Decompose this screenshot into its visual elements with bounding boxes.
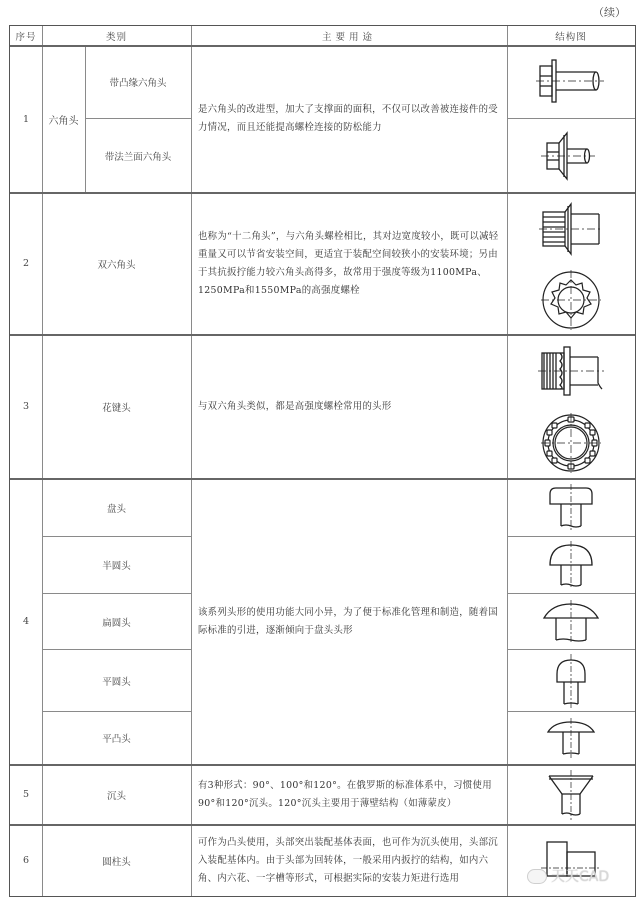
row-subcategory: 平凸头	[102, 734, 131, 745]
flanged-hex-head-bolt-icon	[507, 46, 635, 118]
watermark-text: 天天CAD	[551, 869, 610, 885]
row-subcategory: 半圆头	[102, 561, 131, 572]
header-category: 类别	[105, 31, 127, 43]
header-diagram: 结构图	[555, 31, 587, 43]
button-round-head-icon	[507, 650, 635, 711]
row-usage: 是六角头的改进型，加大了支撑面的面积，不仅可以改善被连接件的受力情况，而且还能提高螺栓连接的防松能力	[198, 104, 498, 133]
row-usage: 与双六角头类似，都是高强度螺栓常用的头形	[198, 400, 392, 412]
pan-head-icon	[507, 479, 635, 536]
row-subcategory: 平圆头	[102, 676, 131, 688]
row-subcategory: 带法兰面六角头	[104, 151, 172, 163]
continued-label: （续）	[593, 6, 626, 19]
row-usage: 也称为“十二角头”，与六角头螺栓相比，其对边宽度较小，既可以减轻重量又可以节省安装空间，更适宜于装配空间较狭小的安装环境；另由于其抗扳拧能力较六角头高得多，故常用于强度等级为1100MPa、1250MPa和1550MPa的高强度螺栓	[198, 230, 499, 296]
row-category: 沉头	[106, 790, 126, 802]
row-index: 6	[22, 855, 30, 866]
row-subcategory: 盘头	[106, 503, 126, 515]
header-usage: 主要用途	[321, 31, 376, 43]
row-category: 双六角头	[97, 259, 136, 271]
row-usage: 可作为凸头使用，头部突出装配基体表面，也可作为沉头使用，头部沉入装配基体内。由于头部为回转体，一般采用内扳拧的结构，如内六角、内六花、一字槽等形式，可根据实际的安装力矩进行选用	[198, 836, 498, 884]
row-usage: 该系列头形的使用功能大同小异，为了便于标准化管理和制造，随着国际标准的引进，逐渐倾向于盘头头形	[198, 606, 498, 636]
row-index: 2	[22, 258, 30, 269]
row-index: 4	[22, 616, 30, 627]
flat-round-head-icon	[507, 594, 635, 649]
spline-head-top-view-icon	[507, 407, 635, 478]
wechat-bubble-icon	[527, 869, 547, 884]
hex-flange-face-bolt-icon	[507, 119, 635, 192]
row-subcategory: 扁圆头	[102, 617, 131, 629]
row-category: 六角头	[48, 115, 79, 127]
half-round-head-icon	[507, 537, 635, 593]
row-index: 3	[22, 401, 30, 412]
row-category: 花键头	[102, 402, 131, 414]
twelve-point-head-top-view-icon	[507, 265, 635, 334]
watermark	[527, 866, 609, 886]
row-index: 1	[22, 113, 30, 125]
double-hex-head-side-view-icon	[507, 193, 635, 265]
bolt-head-types-table	[9, 25, 636, 897]
row-category: 圆柱头	[102, 856, 131, 868]
header-index: 序号	[15, 31, 37, 43]
countersunk-head-icon	[507, 765, 635, 824]
flat-convex-head-icon	[507, 712, 635, 764]
row-index: 5	[22, 789, 30, 800]
row-subcategory: 带凸缘六角头	[109, 78, 167, 89]
spline-head-side-view-icon	[507, 335, 635, 407]
row-usage: 有3种形式：90°、100°和120°。在俄罗斯的标准体系中，习惯使用90°和120°沉头。120°沉头主要用于薄壁结构（如薄蒙皮）	[198, 779, 492, 809]
